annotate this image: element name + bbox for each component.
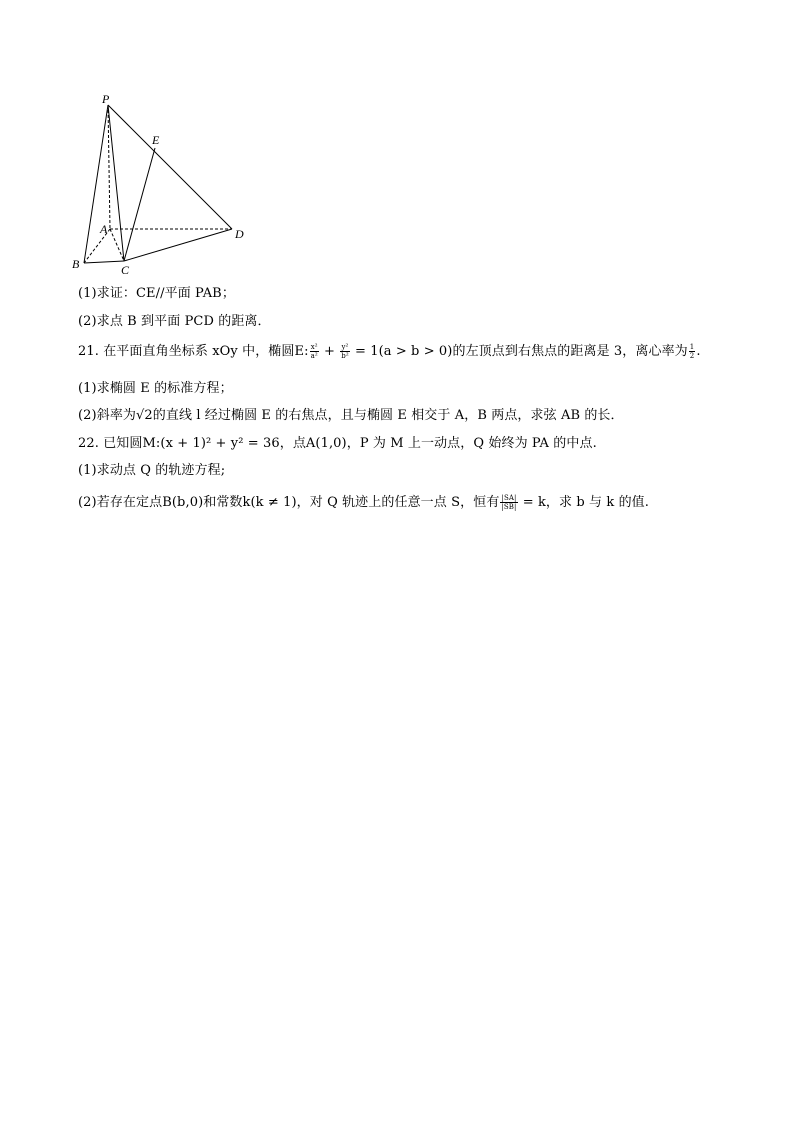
frac-den: b² xyxy=(341,352,349,360)
q20-part1: (1)求证：CE//平面 PAB； xyxy=(78,286,235,301)
q21-part2 xyxy=(78,407,624,425)
fraction-SA-SB xyxy=(500,494,517,511)
q21-intro-a: 21. 在平面直角坐标系 xOy 中，椭圆E: xyxy=(78,344,309,359)
pyramid-figure xyxy=(62,88,262,278)
q21-part1: (1)求椭圆 E 的标准方程； xyxy=(78,381,233,396)
frac-den: 2 xyxy=(689,352,695,360)
pyramid-diagram xyxy=(62,88,262,278)
q21-intro xyxy=(78,343,701,361)
fraction-y2-b2 xyxy=(340,343,350,360)
frac-den: a² xyxy=(310,352,318,360)
period: . xyxy=(696,344,701,359)
q21-part2-a: (2)斜率为 xyxy=(78,408,137,423)
sqrt-two: √2 xyxy=(136,408,153,423)
frac-num: y² xyxy=(341,343,349,351)
fraction-x2-a2 xyxy=(310,343,319,360)
edge-BC xyxy=(84,261,124,263)
q22-part2 xyxy=(78,494,649,512)
q22-part1: (1)求动点 Q 的轨迹方程; xyxy=(78,463,226,478)
label-D: D xyxy=(235,227,244,241)
label-A: A xyxy=(100,222,108,236)
q21-part2-b: 的直线 l 经过椭圆 E 的右焦点，且与椭圆 E 相交于 A，B 两点，求弦 AB 的长． xyxy=(152,408,624,423)
edge-PB xyxy=(84,105,108,263)
q21-intro-b: = 1(a > b > 0)的左顶点到右焦点的距离是 3，离心率为 xyxy=(350,344,688,359)
edge-CD xyxy=(124,229,232,261)
frac-num: |SA| xyxy=(501,494,517,502)
label-P: P xyxy=(102,92,110,106)
q22-intro: 22. 已知圆M:(x + 1)² + y² = 36，点A(1,0)，P 为 M 上一动点，Q 始终为 PA 的中点. xyxy=(78,436,597,451)
frac-num: x² xyxy=(310,343,318,351)
label-E: E xyxy=(152,133,160,147)
edge-PD xyxy=(108,105,232,229)
edge-CE xyxy=(124,148,155,261)
q22-part2-b: = k，求 b 与 k 的值. xyxy=(518,495,649,510)
plus-sign: + xyxy=(319,344,340,359)
edge-PC xyxy=(108,105,124,261)
q20-part2: (2)求点 B 到平面 PCD 的距离． xyxy=(78,314,271,329)
fraction-eccentricity xyxy=(689,343,696,360)
q22-part2-a: (2)若存在定点B(b,0)和常数k(k ≠ 1)，对 Q 轨迹上的任意一点 S，恒有 xyxy=(78,495,500,510)
label-C: C xyxy=(121,263,130,277)
frac-den: |SB| xyxy=(501,503,517,511)
frac-num: 1 xyxy=(689,343,695,351)
label-B: B xyxy=(72,257,80,271)
